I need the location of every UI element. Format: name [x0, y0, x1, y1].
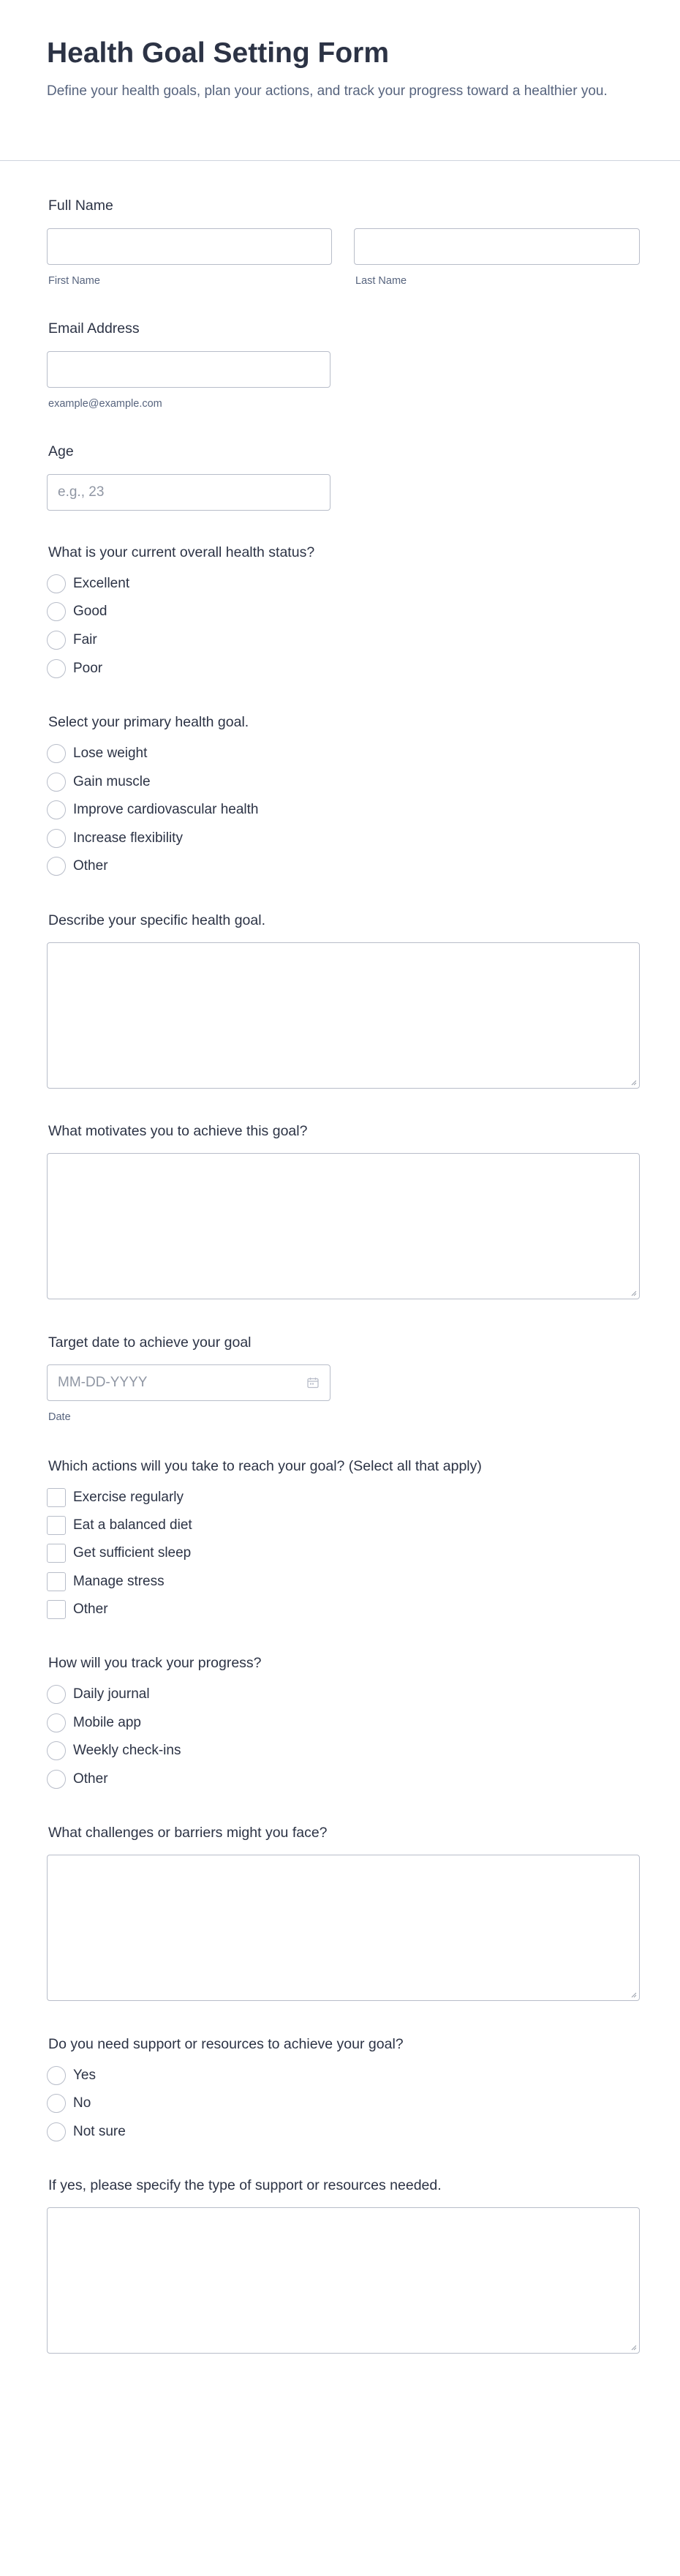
resize-handle-icon[interactable]: [630, 1078, 637, 1086]
last-name-input[interactable]: [354, 228, 640, 265]
action-option[interactable]: [47, 1515, 192, 1536]
option-label: Eat a balanced diet: [73, 1517, 192, 1533]
health-status-option[interactable]: [47, 601, 107, 622]
specific-goal-textarea[interactable]: [47, 942, 640, 1089]
radio-button[interactable]: [47, 857, 66, 876]
support-option[interactable]: [47, 2065, 96, 2086]
radio-button[interactable]: [47, 2066, 66, 2085]
option-label: Poor: [73, 661, 103, 676]
support-option[interactable]: [47, 2093, 91, 2114]
radio-button[interactable]: [47, 829, 66, 848]
option-label: Increase flexibility: [73, 830, 183, 846]
option-label: Daily journal: [73, 1686, 150, 1702]
last-name-sublabel: Last Name: [355, 275, 407, 287]
option-label: Yes: [73, 2068, 96, 2083]
radio-button[interactable]: [47, 2122, 66, 2141]
option-label: Gain muscle: [73, 774, 151, 789]
health-status-label: What is your current overall health status?: [48, 544, 315, 560]
tracking-label: How will you track your progress?: [48, 1655, 262, 1671]
support-label: Do you need support or resources to achieve your goal?: [48, 2036, 404, 2052]
radio-button[interactable]: [47, 1713, 66, 1732]
email-label: Email Address: [48, 320, 140, 337]
primary-goal-option[interactable]: [47, 772, 151, 792]
radio-button[interactable]: [47, 773, 66, 792]
radio-button[interactable]: [47, 602, 66, 621]
form-header: [0, 0, 680, 161]
tracking-option[interactable]: [47, 1713, 141, 1733]
option-label: Other: [73, 858, 108, 874]
age-placeholder: e.g., 23: [58, 484, 105, 500]
primary-goal-option[interactable]: [47, 856, 108, 876]
radio-button[interactable]: [47, 631, 66, 650]
specific-goal-label: Describe your specific health goal.: [48, 912, 265, 928]
form-title: Health Goal Setting Form: [47, 37, 390, 69]
radio-button[interactable]: [47, 1770, 66, 1789]
option-label: Other: [73, 1771, 108, 1787]
checkbox[interactable]: [47, 1516, 66, 1535]
tracking-option[interactable]: [47, 1741, 181, 1761]
age-input[interactable]: [47, 474, 330, 511]
full-name-label: Full Name: [48, 198, 113, 214]
option-label: Excellent: [73, 576, 130, 591]
calendar-icon[interactable]: [306, 1376, 320, 1389]
option-label: Improve cardiovascular health: [73, 802, 259, 817]
target-date-label: Target date to achieve your goal: [48, 1334, 252, 1351]
option-label: Exercise regularly: [73, 1490, 184, 1505]
action-option[interactable]: [47, 1487, 184, 1508]
support-detail-label: If yes, please specify the type of support or resources needed.: [48, 2177, 442, 2193]
target-date-sublabel: Date: [48, 1411, 71, 1423]
primary-goal-option[interactable]: [47, 800, 258, 820]
support-option[interactable]: [47, 2122, 126, 2142]
option-label: Get sufficient sleep: [73, 1545, 192, 1561]
radio-button[interactable]: [47, 574, 66, 593]
radio-button[interactable]: [47, 659, 66, 678]
action-option[interactable]: [47, 1599, 108, 1620]
primary-goal-option[interactable]: [47, 743, 147, 764]
primary-goal-option[interactable]: [47, 828, 183, 849]
radio-button[interactable]: [47, 800, 66, 819]
option-label: Weekly check-ins: [73, 1743, 181, 1758]
health-status-option[interactable]: [47, 658, 102, 679]
date-placeholder: MM-DD-YYYY: [58, 1375, 148, 1390]
email-input[interactable]: [47, 351, 330, 388]
health-status-option[interactable]: [47, 574, 129, 594]
target-date-input[interactable]: [47, 1364, 330, 1401]
resize-handle-icon[interactable]: [630, 1991, 637, 1998]
resize-handle-icon[interactable]: [630, 1289, 637, 1296]
challenges-textarea[interactable]: [47, 1855, 640, 2001]
checkbox[interactable]: [47, 1544, 66, 1563]
checkbox[interactable]: [47, 1488, 66, 1507]
checkbox[interactable]: [47, 1572, 66, 1591]
radio-button[interactable]: [47, 1741, 66, 1760]
tracking-option[interactable]: [47, 1769, 108, 1790]
motivation-textarea[interactable]: [47, 1153, 640, 1299]
checkbox[interactable]: [47, 1600, 66, 1619]
option-label: Fair: [73, 632, 97, 647]
motivation-label: What motivates you to achieve this goal?: [48, 1123, 308, 1139]
first-name-input[interactable]: [47, 228, 332, 265]
tracking-option[interactable]: [47, 1684, 150, 1705]
radio-button[interactable]: [47, 744, 66, 763]
first-name-sublabel: First Name: [48, 275, 100, 287]
action-option[interactable]: [47, 1543, 191, 1563]
action-option[interactable]: [47, 1571, 165, 1592]
option-label: Lose weight: [73, 746, 148, 761]
option-label: Other: [73, 1601, 108, 1617]
health-status-option[interactable]: [47, 630, 97, 650]
challenges-label: What challenges or barriers might you face?: [48, 1825, 328, 1841]
resize-handle-icon[interactable]: [630, 2343, 637, 2351]
radio-button[interactable]: [47, 1685, 66, 1704]
option-label: No: [73, 2095, 91, 2111]
actions-label: Which actions will you take to reach your goal? (Select all that apply): [48, 1458, 482, 1474]
radio-button[interactable]: [47, 2094, 66, 2113]
option-label: Not sure: [73, 2124, 126, 2139]
age-label: Age: [48, 443, 74, 459]
form-description: Define your health goals, plan your actions, and track your progress toward a healthier you.: [47, 83, 608, 99]
option-label: Manage stress: [73, 1574, 165, 1589]
option-label: Good: [73, 604, 107, 619]
support-detail-textarea[interactable]: [47, 2207, 640, 2354]
primary-goal-label: Select your primary health goal.: [48, 714, 249, 730]
option-label: Mobile app: [73, 1715, 141, 1730]
email-sublabel: example@example.com: [48, 398, 162, 410]
